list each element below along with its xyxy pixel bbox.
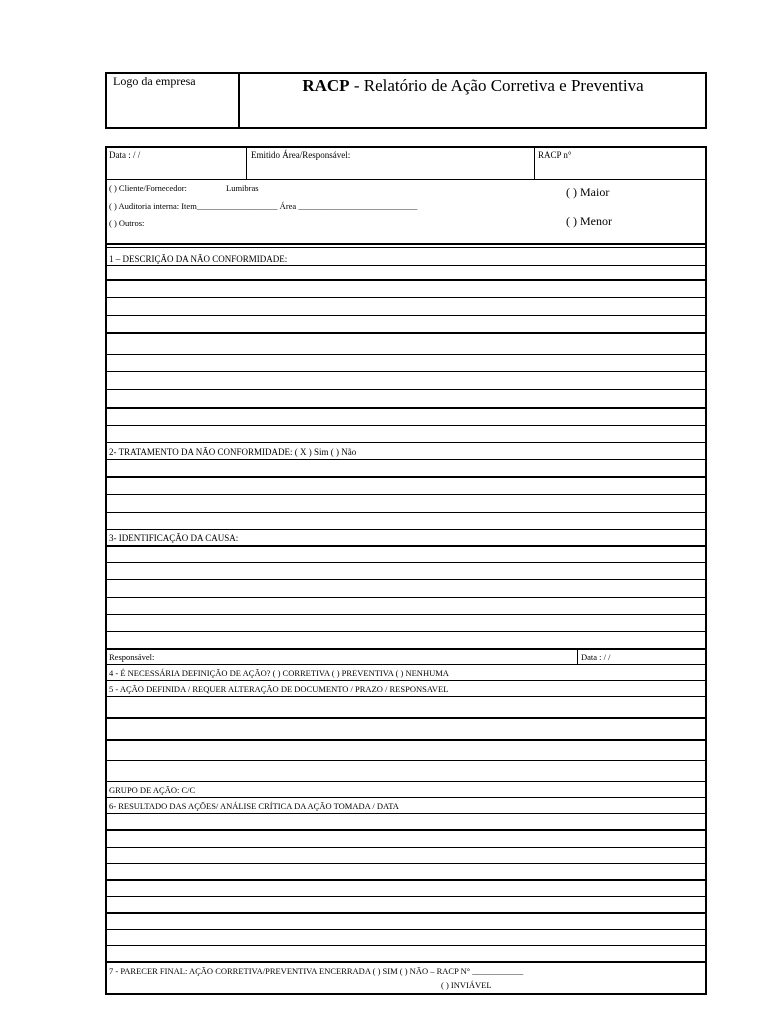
divider (106, 529, 706, 530)
client-value: Lumibras (226, 183, 259, 193)
divider (106, 945, 706, 946)
info-divider-1 (246, 146, 247, 179)
divider (106, 896, 706, 897)
section-7-unfeasible-checkbox[interactable]: ( ) INVIÁVEL (441, 980, 492, 990)
section-5-heading: 5 - AÇÃO DEFINIDA / REQUER ALTERAÇÃO DE DOCUMENTO / PRAZO / RESPONSAVEL (109, 684, 449, 694)
divider (106, 476, 706, 478)
divider (106, 863, 706, 864)
divider (106, 545, 706, 547)
section-1-heading: 1 – DESCRIÇÃO DA NÃO CONFORMIDADE: (109, 254, 288, 264)
divider (106, 614, 706, 615)
divider (106, 847, 706, 848)
date-field[interactable]: Data : / / (109, 150, 141, 160)
logo-placeholder: Logo da empresa (113, 74, 196, 88)
info-divider-2 (534, 146, 535, 179)
divider (106, 512, 706, 513)
divider (106, 425, 706, 426)
divider (106, 829, 706, 831)
divider (106, 354, 706, 355)
divider (106, 442, 706, 443)
divider (106, 315, 706, 316)
divider (106, 389, 706, 390)
divider (106, 760, 706, 761)
others-checkbox[interactable]: ( ) Outros: (109, 218, 145, 228)
divider (106, 179, 706, 180)
responsible-date-divider (577, 648, 578, 664)
divider (106, 265, 706, 266)
section-6-heading: 6- RESULTADO DAS AÇÕES/ ANÁLISE CRÍTICA DA AÇÃO TOMADA / DATA (109, 801, 399, 811)
racp-number-field[interactable]: RACP n° (538, 150, 572, 160)
issued-field[interactable]: Emitido Área/Responsável: (251, 150, 351, 160)
section-4-heading: 4 - É NECESSÁRIA DEFINIÇÃO DE AÇÃO? ( ) CORRETIVA ( ) PREVENTIVA ( ) NENHUMA (109, 668, 449, 678)
major-checkbox[interactable]: ( ) Maior (566, 185, 610, 199)
title-text: - Relatório de Ação Corretiva e Preventiva (349, 76, 644, 95)
divider (106, 243, 706, 245)
divider (106, 739, 706, 741)
divider (106, 247, 706, 248)
divider (106, 494, 706, 495)
divider (106, 664, 706, 665)
responsible-field[interactable]: Responsável: (109, 652, 155, 662)
divider (106, 631, 706, 632)
section-3-heading: 3- IDENTIFICAÇÃO DA CAUSA: (109, 533, 239, 543)
divider (106, 680, 706, 681)
divider (106, 961, 706, 963)
divider (106, 912, 706, 914)
divider (106, 279, 706, 281)
divider (106, 562, 706, 563)
divider (106, 696, 706, 697)
document-title (240, 76, 706, 96)
divider (106, 459, 706, 460)
divider (106, 717, 706, 719)
divider (106, 579, 706, 580)
section-3-date-field[interactable]: Data : / / (581, 652, 611, 662)
divider (106, 879, 706, 881)
divider (106, 297, 706, 298)
title-code: RACP (302, 76, 350, 95)
audit-checkbox[interactable]: ( ) Auditoria interna: Item___________________ Área ____________________________ (109, 201, 418, 211)
divider (106, 332, 706, 334)
divider (106, 407, 706, 409)
action-group-label: GRUPO DE AÇÃO: C/C (109, 785, 196, 795)
divider (106, 371, 706, 372)
section-2-heading: 2- TRATAMENTO DA NÃO CONFORMIDADE: ( X ) Sim ( ) Não (109, 447, 357, 457)
divider (106, 929, 706, 930)
divider (106, 813, 706, 814)
divider (106, 781, 706, 782)
section-7-heading: 7 - PARECER FINAL: AÇÃO CORRETIVA/PREVENTIVA ENCERRADA ( ) SIM ( ) NÃO – RACP N° ____________ (109, 966, 524, 976)
form-box (105, 146, 707, 995)
divider (106, 648, 706, 650)
divider (106, 797, 706, 798)
divider (106, 597, 706, 598)
client-checkbox[interactable]: ( ) Cliente/Fornecedor: (109, 183, 187, 193)
minor-checkbox[interactable]: ( ) Menor (566, 214, 612, 228)
